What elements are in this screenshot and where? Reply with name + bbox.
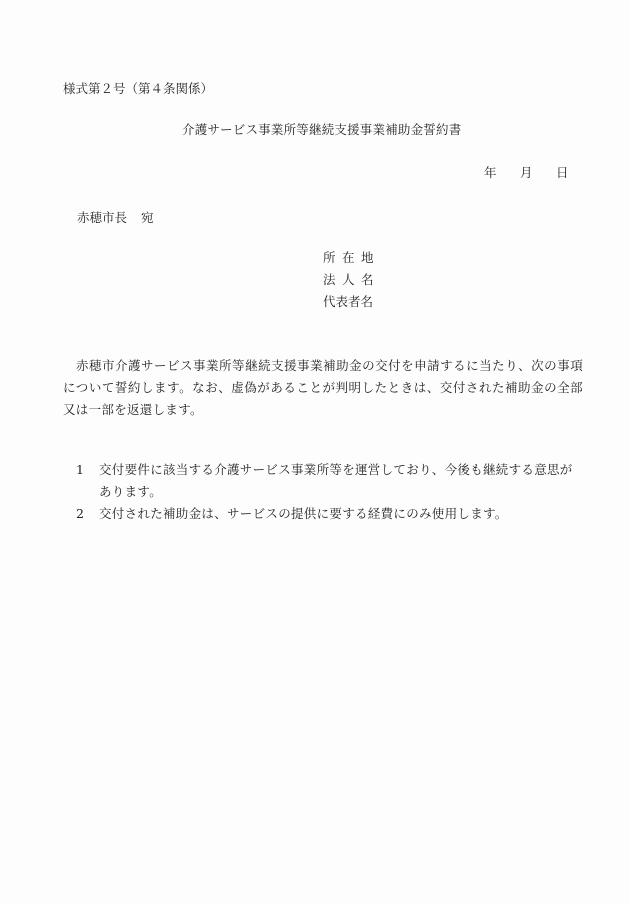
pledge-list (63, 459, 583, 525)
pledge-number: 2 (76, 506, 84, 521)
pledge-text: 交付された補助金は、サービスの提供に要する経費にのみ使用します。 (99, 506, 508, 521)
preamble-paragraph: 赤穂市介護サービス事業所等継続支援事業補助金の交付を申請するに当たり、次の事項について誓約します。なお、虚偽があることが判明したときは、交付された補助金の全部又は一部を返還します。 (63, 358, 583, 417)
applicant-fields (323, 247, 380, 313)
date-line (484, 162, 569, 184)
pledge-item (63, 503, 583, 525)
date-day-label: 日 (556, 165, 569, 180)
pledge-item (63, 459, 583, 503)
addressee-suffix: 宛 (141, 210, 154, 225)
document-title: 介護サービス事業所等継続支援事業補助金誓約書 (182, 122, 462, 137)
addressee (77, 207, 154, 229)
addressee-name: 赤穂市長 (77, 210, 128, 225)
pledge-number: 1 (76, 462, 84, 477)
field-address-label: 所在地 (323, 250, 381, 265)
field-corporation-name-label: 法人名 (323, 272, 381, 287)
date-month-label: 月 (520, 165, 533, 180)
date-year-label: 年 (484, 165, 497, 180)
form-number: 様式第２号（第４条関係） (63, 81, 214, 96)
pledge-text: 交付要件に該当する介護サービス事業所等を運営しており、今後も継続する意思があります。 (99, 462, 573, 499)
field-representative-name-label: 代表者名 (323, 294, 374, 309)
